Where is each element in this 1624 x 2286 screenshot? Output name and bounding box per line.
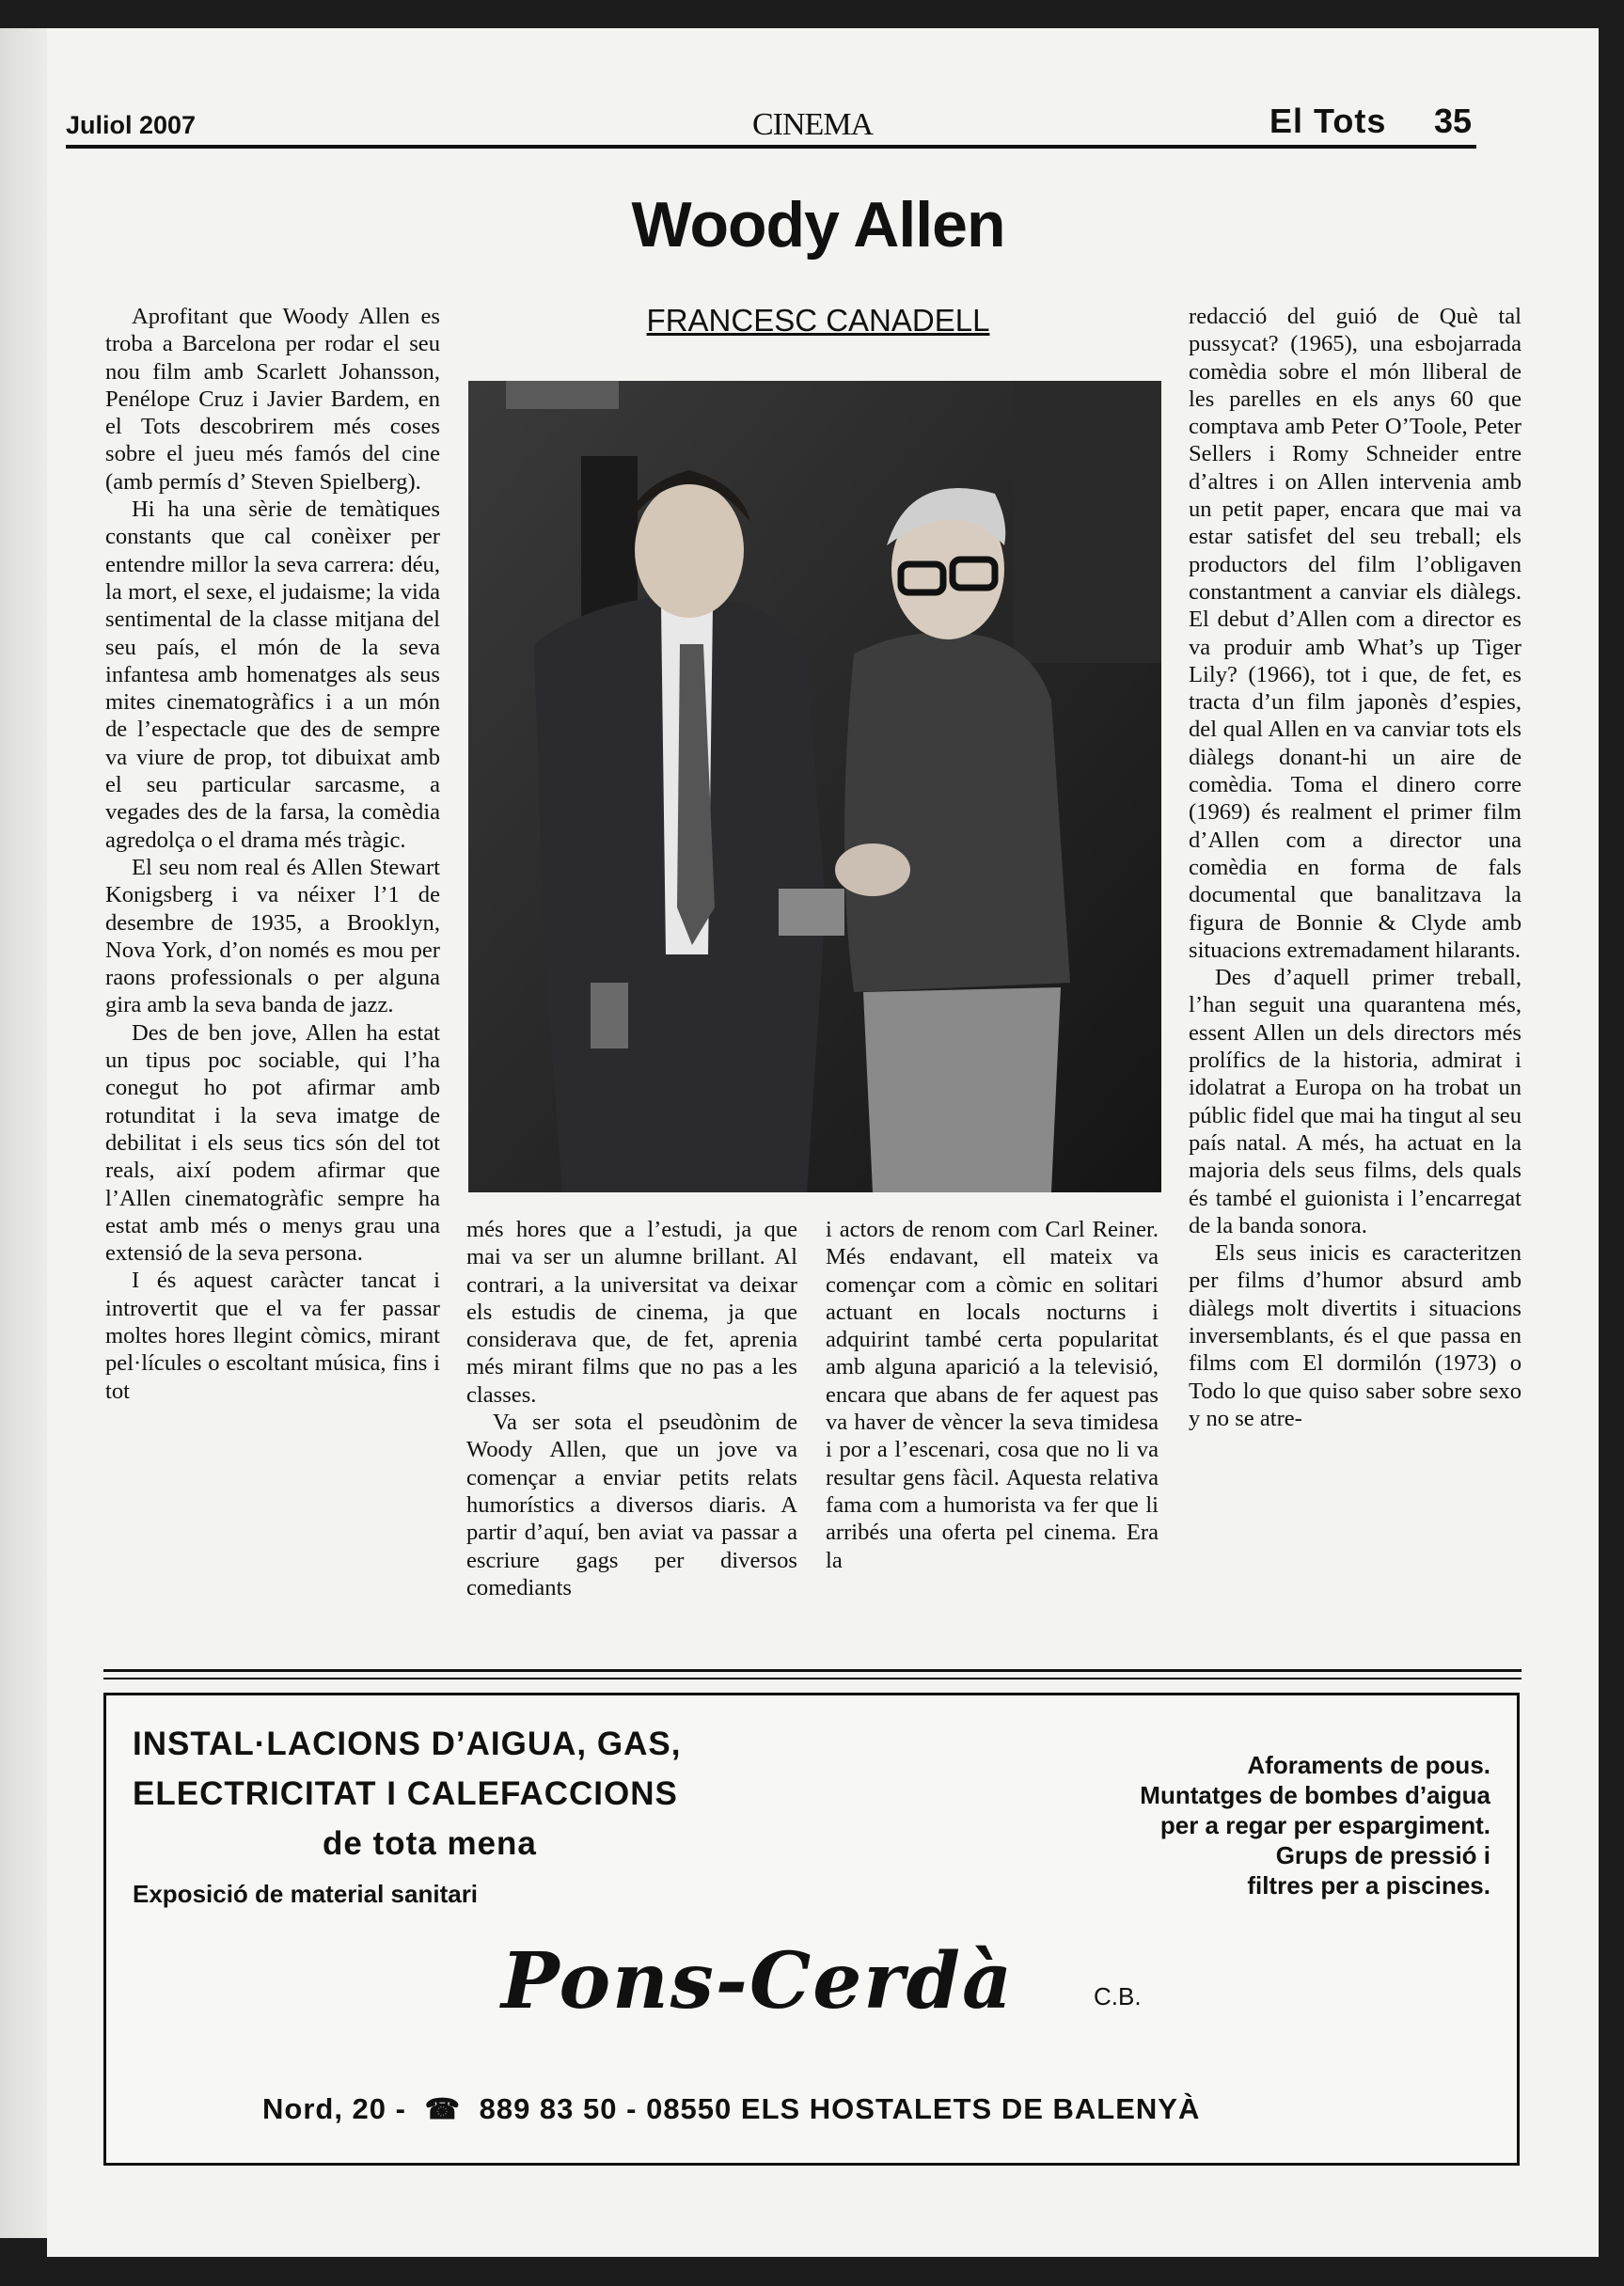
article-column-4 [1189,303,1522,1432]
paragraph: Hi ha una sèrie de temàtiques constants que cal conèixer per entendre millor la seva carrera: déu, la mort, el sexe, el judaisme; la vida sentimental de la classe mitjana del seu país, el món de la seva infantesa amb homenatges als seus mites cinematogràfics i a un món de l’espectacle que des de sempre va viure de prop, tot dibuixat amb el seu particular sarcasme, a vegades des de la farsa, la comèdia agredolça o el drama més tràgic. [105,497,440,853]
ad-service-item: filtres per a piscines. [1247,1871,1490,1900]
paragraph: Els seus inicis es caracteritzen per films d’humor absurd amb diàlegs molt divertits i situacions inversemblants, és el que passa en films com El dormilón (1973) o Todo lo que quiso saber sobre sexo y no se atre- [1189,1240,1522,1431]
article-column-1 [105,303,440,1405]
company-suffix: C.B. [1094,1982,1142,2010]
article-byline: FRANCESC CANADELL [646,303,990,338]
ad-address: Nord, 20 - [262,2092,406,2125]
paragraph: Des d’aquell primer treball, l’han seguit una quarantena més, essent Allen un dels directors més prolífics de la historia, admirat i idolatrat a Europa on ha trobat un públic fidel que mai ha tingut al seu país natal. A més, ha actuat en la majoria dels seus films, dels quals és també el guionista i l’encarregat de la banda sonora. [1189,965,1522,1238]
paragraph: i actors de renom com Carl Reiner. Més endavant, ell mateix va començar com a còmic en solitari actuant en locals nocturns i adquirint també certa popularitat amb alguna aparició a la televisió, encara que abans de fer aquest pas va haver de vèncer la seva timidesa i por a l’escenari, cosa que no li va resultar gens fàcil. Aquesta relativa fama com a humorista va fer que li arribés una oferta pel cinema. Era la [826,1217,1159,1573]
ad-phone: 889 83 50 [479,2092,618,2125]
paragraph: redacció del guió de Què tal pussycat? (1965), una esbojarrada comèdia sobre el món lliberal de les parelles en els anys 60 que comptava amb Peter O’Toole, Peter Sellers i Romy Schneider entre d’altres i on Allen intervenia amb un petit paper, encara que mai va estar satisfet del seu treball; els productors del film l’obligaven constantment a canviar els diàlegs. El debut d’Allen com a director es va produir amb What’s up Tiger Lily? (1966), tot i que, de fet, es tracta d’un film japonès d’espies, del qual Allen en va canviar tots els diàlegs donant-hi un aire de comèdia. Toma el dinero corre (1969) és realment el primer film d’Allen com a director una comèdia en forma de fals documental que banalitzava la figura de Bonnie & Clyde amb situacions extremadament hilarants. [1189,304,1522,963]
paragraph: més hores que a l’estudi, ja que mai va ser un alumne brillant. Al contrari, a la universitat va deixar els estudis de cinema, ja que considerava que, de fet, aprenia més mirant films que no pas a les classes. [466,1217,797,1408]
ad-services-list [1140,1750,1490,1900]
article-title: Woody Allen [631,189,1005,260]
page-number: 35 [1434,102,1473,140]
ad-headline-2: ELECTRICITAT I CALEFACCIONS [133,1775,678,1812]
article-bottom-rule [103,1669,1522,1679]
previous-page-edge [0,28,49,2238]
phone-icon: ☎ [424,2094,461,2125]
article-photo [468,381,1161,1192]
ad-service-item: per a regar per espargiment. [1159,1811,1490,1839]
paragraph: Des de ben jove, Allen ha estat un tipus poc sociable, qui l’ha conegut ho pot afirmar amb rotunditat i la seva imatge de debilitat i els seus tics són del tot reals, així podem afirmar que l’Allen cinematogràfic sempre ha estat amb més o menys grau una extensió de la seva persona. [105,1019,440,1267]
ad-address-tail: - 08550 ELS HOSTALETS DE BALENYÀ [626,2092,1201,2125]
photo-two-men [468,381,1161,1192]
ad-subline: Exposició de material sanitari [133,1880,479,1908]
page-header [66,75,1476,150]
header-rule [66,145,1476,149]
paragraph: Aprofitant que Woody Allen es troba a Barcelona per rodar el seu nou film amb Scarlett Johansson, Penélope Cruz i Javier Bardem, en el Tots descobrirem més coses sobre el jueu més famós del cine (amb permís d’ Steven Spielberg). [105,304,440,495]
advertisement [103,1693,1520,2166]
ad-headline-1: INSTAL·LACIONS D’AIGUA, GAS, [133,1726,682,1762]
section-title: CINEMA [752,107,874,142]
ad-headline-3: de tota mena [323,1825,537,1862]
ad-service-item: Grups de pressió i [1275,1841,1490,1869]
company-logo: Pons-Cerdà [501,1936,1015,2026]
issue-date: Juliol 2007 [66,111,197,139]
paragraph: El seu nom real és Allen Stewart Konigsberg i va néixer l’1 de desembre de 1935, a Brooklyn, Nova York, d’on només es mou per raons professionals o per alguna gira amb la seva banda de jazz. [105,854,440,1018]
article-column-2 [466,1216,797,1601]
publication-name: El Tots [1269,102,1387,140]
ad-service-item: Aforaments de pous. [1247,1751,1490,1779]
article-column-3 [826,1216,1159,1574]
paragraph: I és aquest caràcter tancat i introvertit que el va fer passar moltes hores llegint còmics, mirant pel·lícules o escoltant música, fins i tot [105,1268,440,1404]
ad-address-line [262,2092,1200,2126]
paragraph: Va ser sota el pseudònim de Woody Allen, que un jove va començar a enviar petits relats humorístics a diversos diaris. A partir d’aquí, ben aviat va passar a escriure gags per diversos comediants [466,1410,797,1600]
ad-service-item: Muntatges de bombes d’aigua [1140,1781,1490,1809]
